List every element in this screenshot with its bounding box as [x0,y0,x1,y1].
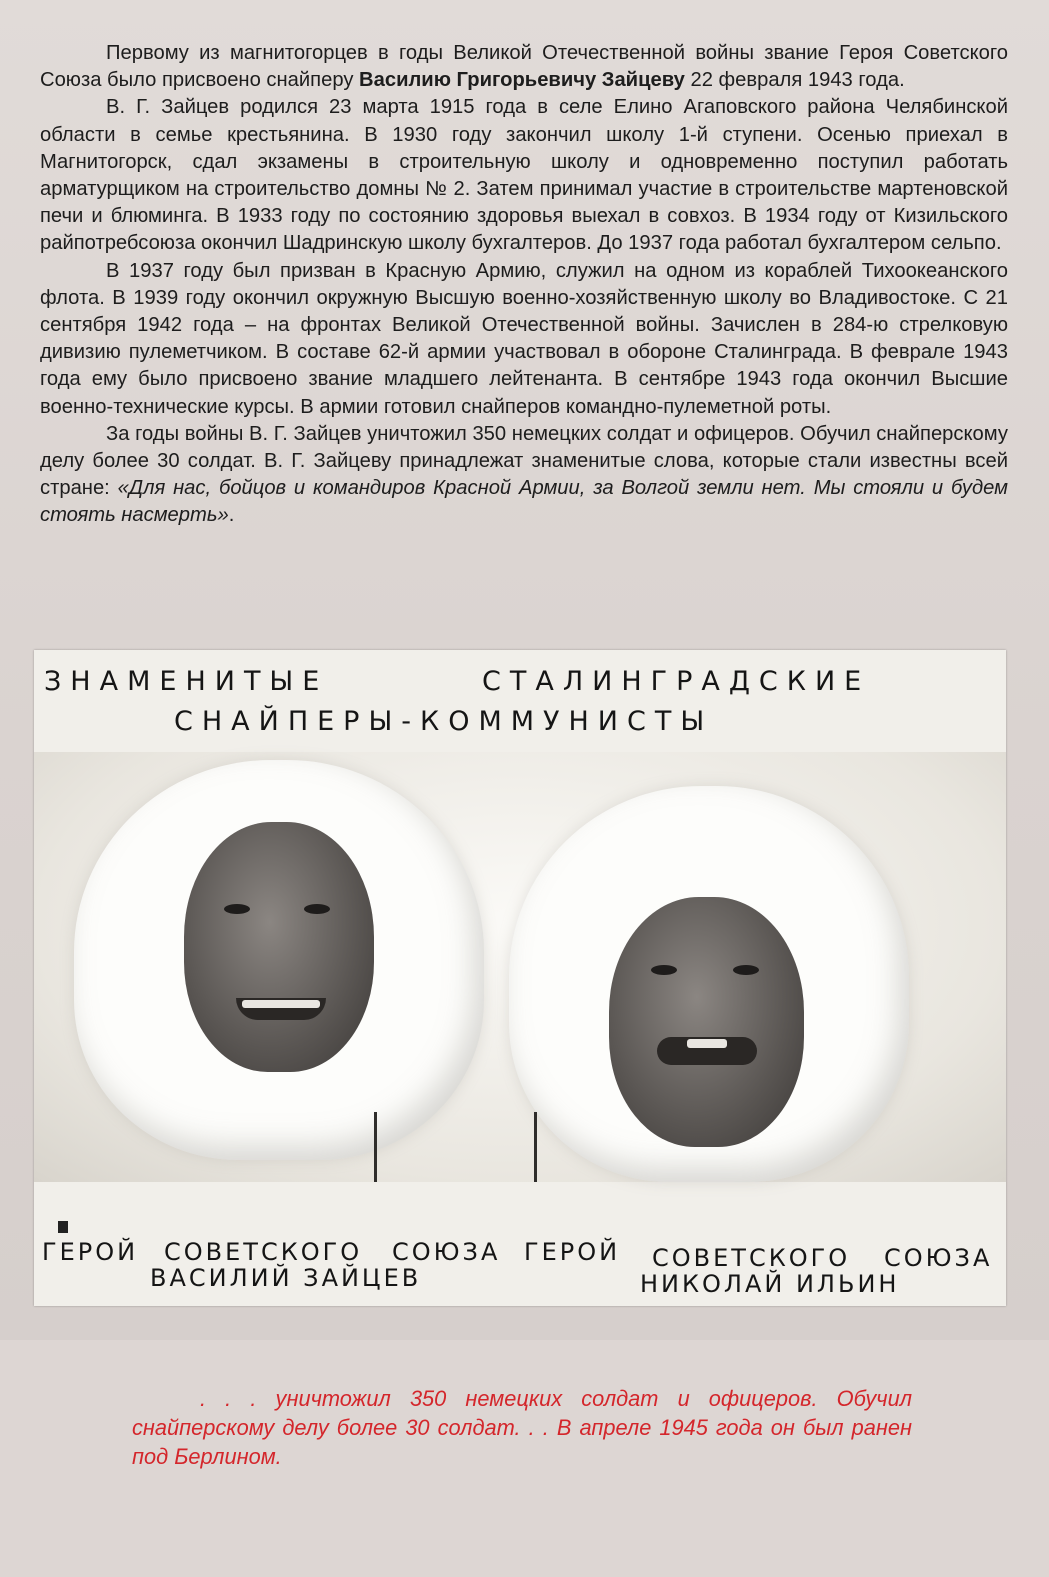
paragraph-1-text: Первому из магнитогорцев в годы Великой Отечественной войны звание Героя Советского Союза было присвоено снайперу [40,42,1008,92]
right-caption-rank-1: ГЕРОЙ [524,1238,621,1266]
hero-name-bold: Василию Григорьевичу Зайцеву [359,69,685,92]
right-sniper-face [609,897,804,1147]
paragraph-1-end: 22 февраля 1943 года. [684,69,905,92]
right-caption-name: НИКОЛАЙ ИЛЬИН [640,1270,900,1298]
left-sniper-face [184,822,374,1072]
red-callout [132,1384,912,1471]
left-caption-rank-3: СОЮЗА [392,1238,501,1266]
right-sniper-cord [534,1112,537,1182]
left-caption-rank-1: ГЕРОЙ [42,1238,139,1266]
photo-title-word-1: ЗНАМЕНИТЫЕ [44,666,329,697]
right-sniper-mouth [657,1037,757,1065]
photo-image [34,752,1006,1182]
right-sniper-eye-left [651,965,677,975]
left-sniper-eye-left [224,904,250,914]
left-caption-name: ВАСИЛИЙ ЗАЙЦЕВ [150,1264,422,1292]
left-sniper-mouth [236,998,326,1020]
paragraph-2: В. Г. Зайцев родился 23 марта 1915 года в селе Елино Агаповского района Челябинской области в семье крестьянина. В 1930 году закончил школу 1-й ступени. Осенью приехал в Магнитогорск, сдал экзамены в строительную школу и одновременно поступил работать арматурщиком на строительство домны № 2. Затем принимал участие в строительстве мартеновской печи и блюминга. В 1933 году по состоянию здоровья выехал в совхоз. В 1934 году от Кизильского райпотребсоюза окончил Шадринскую школу бухгалтеров. До 1937 года работал бухгалтером сельпо. [40,96,1008,255]
left-sniper-eye-right [304,904,330,914]
paragraph-3: В 1937 году был призван в Красную Армию, служил на одном из кораблей Тихоокеанского флота. В 1939 году окончил окружную Высшую военно-хозяйственную школу во Владивостоке. С 21 сентября 1942 года – на фронтах Великой Отечественной войны. Зачислен в 284-ю стрелковую дивизию пулеметчиком. В составе 62-й армии участвовал в обороне Сталинграда. В феврале 1943 года ему было присвоено звание младшего лейтенанта. В сентябре 1943 года окончил Высшие военно-технические курсы. В армии готовил снайперов командно-пулеметной роты. [40,259,1008,418]
photo-title-line-2-text: СНАЙПЕРЫ-КОММУНИСТЫ [174,706,714,737]
left-caption-rank-2: СОВЕТСКОГО [164,1238,363,1266]
photo-title-word-2: СТАЛИНГРАДСКИЕ [482,666,871,697]
left-sniper-teeth [242,1000,320,1008]
paragraph-4-end: . [228,504,235,527]
left-sniper-cord [374,1112,377,1182]
paragraph-1 [40,40,1008,94]
paragraph-4-text: За годы войны В. Г. Зайцев уничтожил 350 немецких солдат и офицеров. Обучил снайперскому делу более 30 солдат. В. Г. Зайцеву принадлежат знаменитые слова, которые стали известны всей стране: [40,422,1008,500]
right-caption-rank-3: СОЮЗА [884,1244,993,1272]
right-sniper-eye-right [733,965,759,975]
article-body [40,40,1008,530]
right-sniper-teeth [687,1039,727,1048]
paragraph-4 [40,421,1008,530]
right-caption-rank-2: СОВЕТСКОГО [652,1244,851,1272]
historic-photo [34,650,1006,1306]
famous-quote: «Для нас, бойцов и командиров Красной Армии, за Волгой земли нет. Мы стояли и будем стоять насмерть» [40,477,1008,527]
red-callout-text: . . . уничтожил 350 немецких солдат и офицеров. Обучил снайперскому делу более 30 солдат. . . В апреле 1945 года он был ранен под Берлином. [132,1386,912,1469]
photo-corner-mark [58,1221,68,1233]
